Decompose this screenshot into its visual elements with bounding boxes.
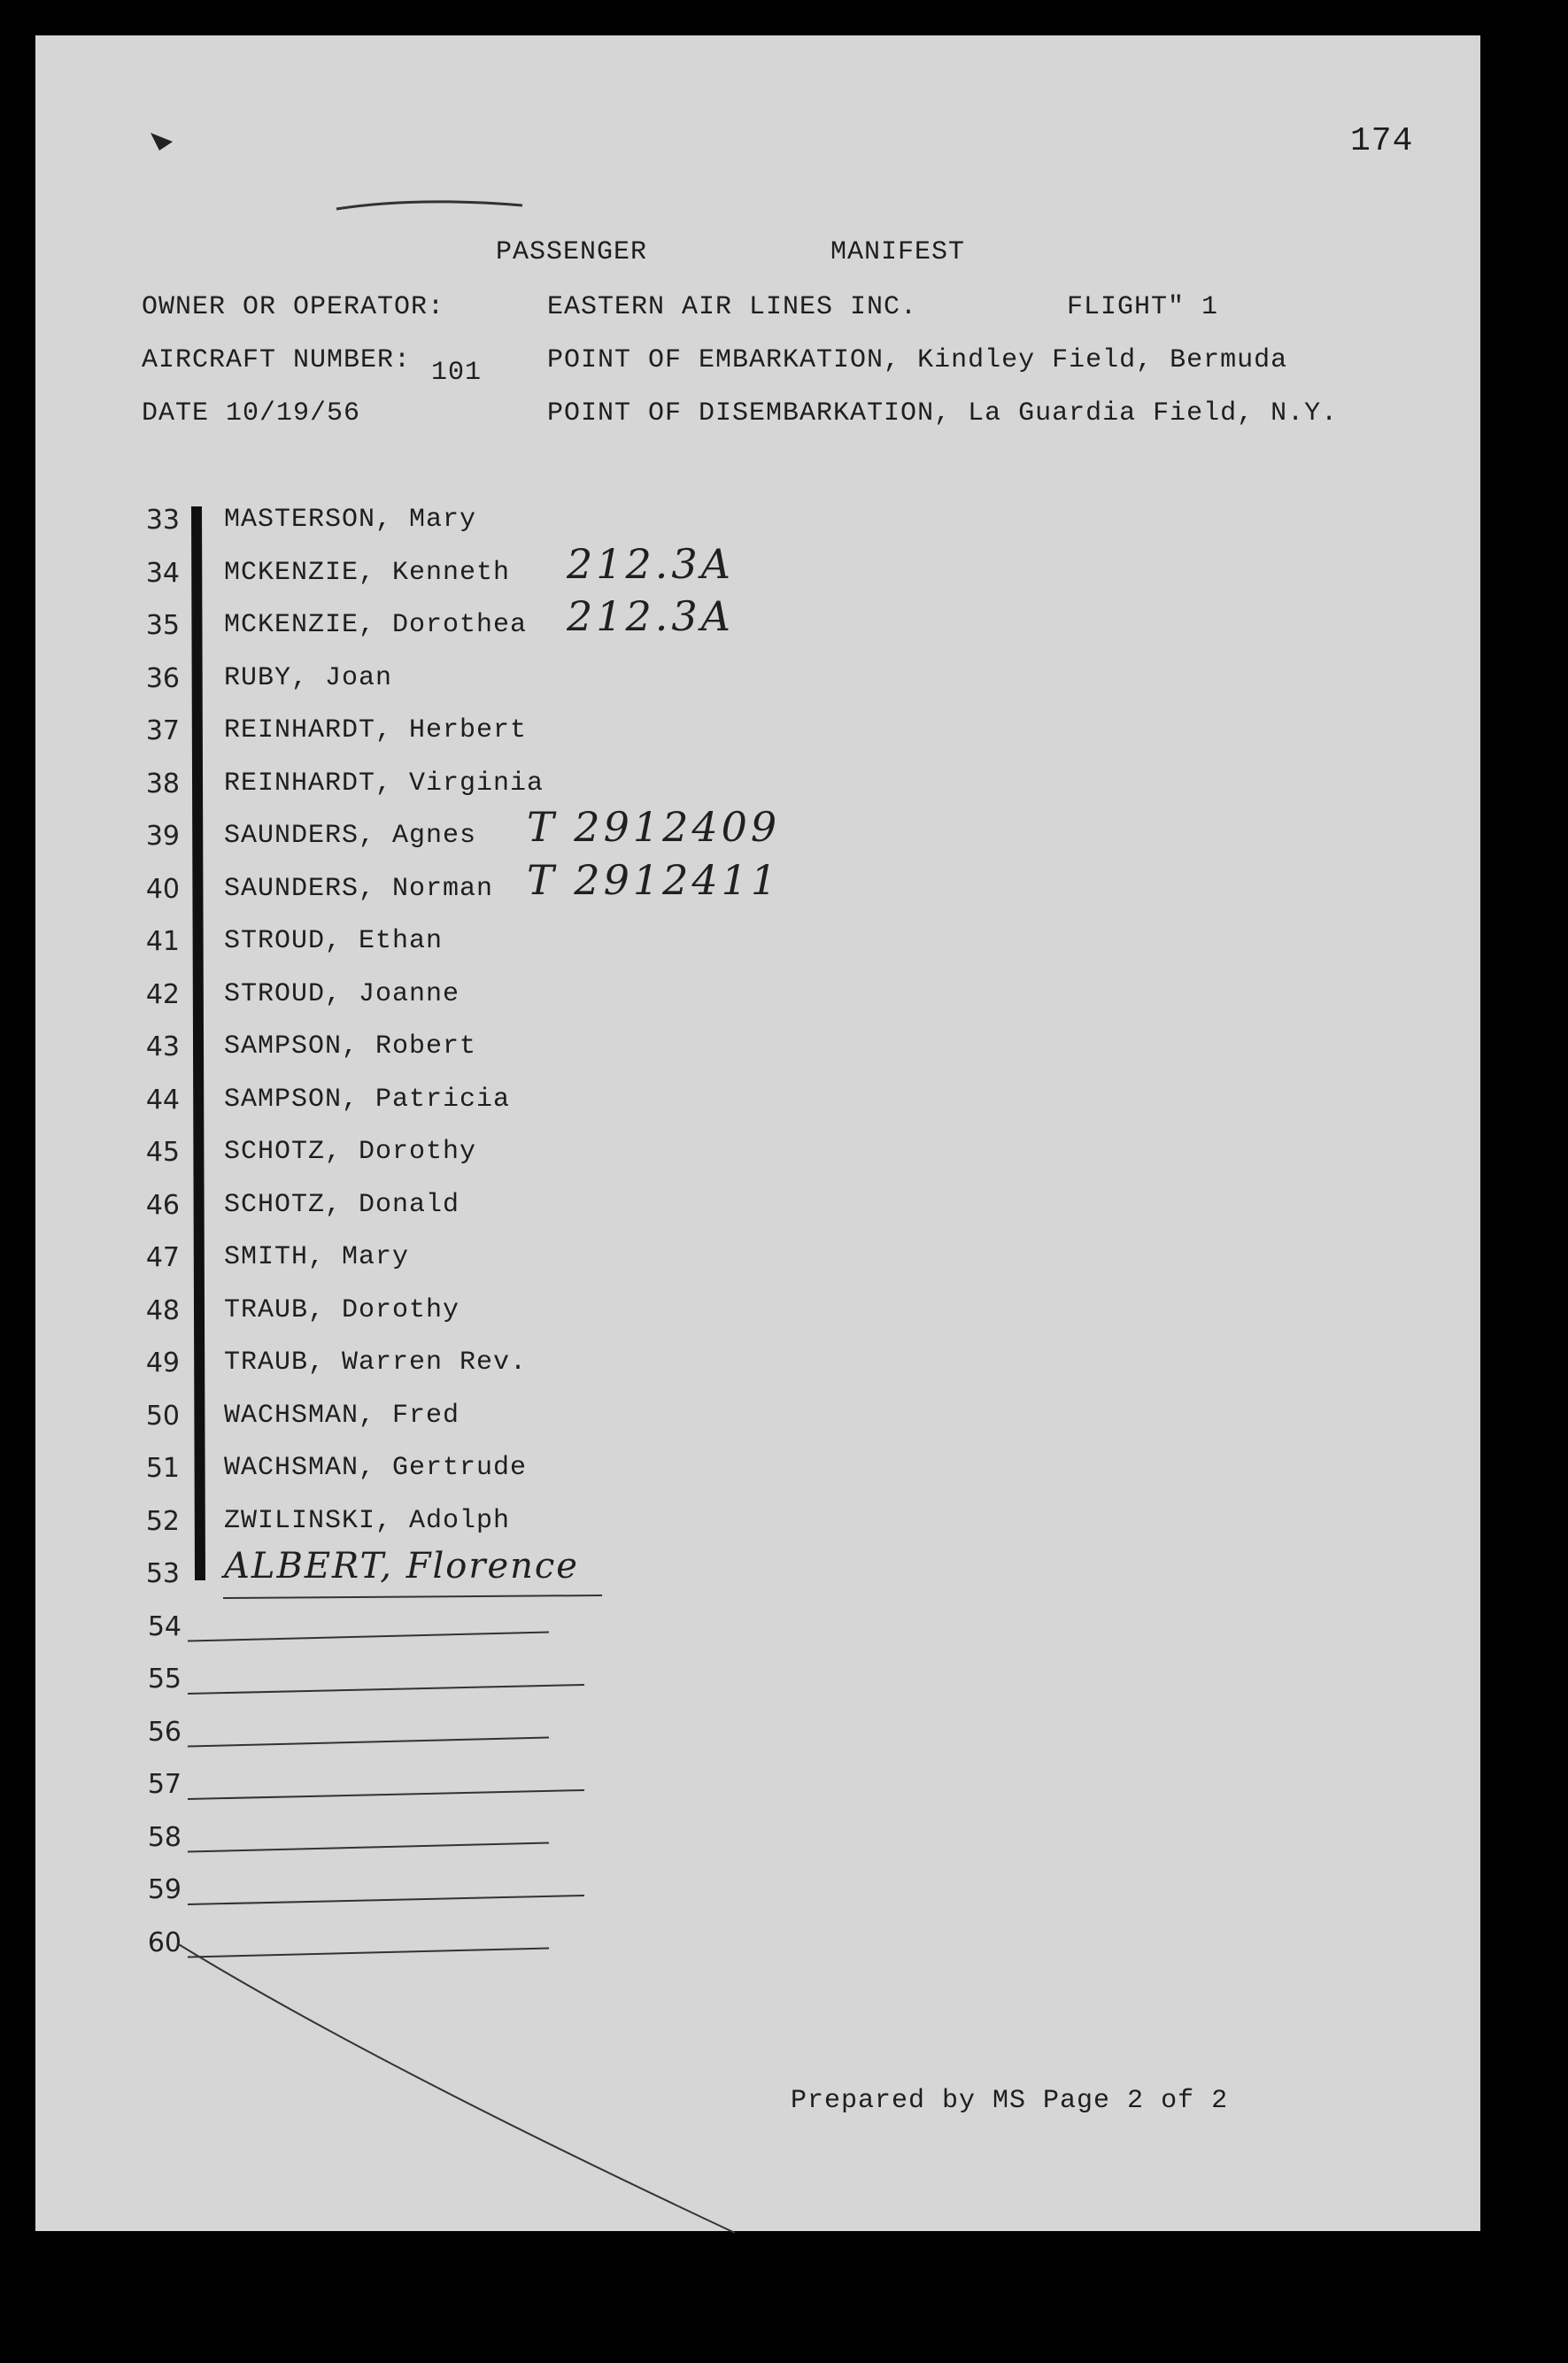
passenger-name: SAUNDERS, Norman: [224, 873, 494, 904]
flight-date: DATE 10/19/56: [142, 398, 361, 429]
blank-row-line: [188, 1949, 549, 1958]
passenger-name: REINHARDT, Herbert: [224, 715, 528, 745]
passenger-name: TRAUB, Dorothy: [224, 1294, 460, 1325]
owner-label: OWNER OR OPERATOR:: [142, 292, 445, 322]
corner-smudge: [151, 133, 173, 151]
row-number: 51: [145, 1453, 180, 1484]
passenger-name: SAMPSON, Patricia: [224, 1084, 511, 1115]
row-number: 40: [145, 873, 180, 905]
row-number: 33: [145, 505, 180, 536]
blank-row-line: [188, 1843, 549, 1852]
passenger-name: MASTERSON, Mary: [224, 505, 477, 535]
row-number: 60: [147, 1927, 182, 1958]
owner-value: EASTERN AIR LINES INC.: [547, 292, 918, 322]
passenger-name: STROUD, Joanne: [224, 978, 460, 1009]
passenger-name: MCKENZIE, Dorothea: [224, 610, 528, 640]
row-number: 44: [145, 1084, 180, 1116]
bracket-bar: [197, 506, 200, 1580]
cancel-diagonal: [177, 1943, 735, 2233]
passenger-name: SAUNDERS, Agnes: [224, 821, 477, 851]
row-number: 58: [147, 1821, 182, 1853]
blank-row-line: [188, 1738, 549, 1747]
passenger-name: ZWILINSKI, Adolph: [224, 1505, 511, 1536]
row-number: 57: [147, 1769, 182, 1800]
row-number: 54: [147, 1610, 182, 1642]
blank-row-line: [188, 1685, 584, 1694]
passenger-name: ALBERT, Florence: [224, 1546, 579, 1587]
row-number: 55: [147, 1664, 182, 1695]
row-number: 39: [145, 821, 180, 852]
blank-row-line: [188, 1896, 584, 1904]
row-number: 47: [145, 1242, 180, 1273]
passenger-name: REINHARDT, Virginia: [224, 768, 545, 799]
row-number: 50: [145, 1400, 180, 1432]
aircraft-value: 101: [431, 358, 483, 388]
passenger-name: WACHSMAN, Gertrude: [224, 1453, 528, 1483]
handwritten-note: T 2912409: [527, 803, 781, 851]
row-number: 41: [145, 926, 180, 957]
footer-prepared-by: Prepared by MS Page 2 of 2: [791, 2086, 1229, 2116]
passenger-name: MCKENZIE, Kenneth: [224, 557, 511, 588]
row-number: 36: [145, 662, 180, 694]
passenger-name: RUBY, Joan: [224, 662, 393, 693]
row-number: 53: [145, 1558, 180, 1589]
row-number: 42: [145, 978, 180, 1010]
flight-number: FLIGHT" 1: [1067, 292, 1219, 322]
disembarkation: POINT OF DISEMBARKATION, La Guardia Field, N.Y.: [547, 398, 1339, 429]
passenger-name: WACHSMAN, Fred: [224, 1400, 460, 1431]
title-passenger: PASSENGER: [496, 237, 648, 267]
row-number: 45: [145, 1137, 180, 1168]
title-manifest: MANIFEST: [830, 237, 966, 267]
aircraft-label: AIRCRAFT NUMBER:: [142, 345, 412, 375]
blank-row-line: [188, 1790, 584, 1799]
embarkation: POINT OF EMBARKATION, Kindley Field, Bermuda: [547, 345, 1288, 375]
top-ink-mark: [336, 202, 522, 209]
row-number: 46: [145, 1189, 180, 1221]
row-number: 52: [145, 1505, 180, 1537]
row-number: 37: [145, 715, 180, 746]
row-number: 43: [145, 1031, 180, 1062]
row-number: 34: [145, 557, 180, 589]
passenger-name: SCHOTZ, Dorothy: [224, 1137, 477, 1167]
handwritten-note: 212.3A: [567, 592, 734, 640]
handwritten-note: 212.3A: [567, 539, 734, 588]
row-number: 48: [145, 1294, 180, 1326]
passenger-name: STROUD, Ethan: [224, 926, 444, 956]
passenger-name: SAMPSON, Robert: [224, 1031, 477, 1062]
handwritten-note: T 2912411: [527, 855, 781, 904]
row-number: 49: [145, 1348, 180, 1378]
row-number: 56: [147, 1716, 182, 1748]
passenger-name: SMITH, Mary: [224, 1242, 410, 1272]
row-number: 38: [145, 768, 180, 799]
blank-row-line: [188, 1633, 549, 1641]
row-number: 59: [147, 1874, 182, 1905]
page-number: 174: [1350, 122, 1414, 160]
row-number: 35: [145, 610, 180, 641]
underline-53: [223, 1595, 602, 1598]
passenger-name: TRAUB, Warren Rev.: [224, 1348, 528, 1378]
passenger-name: SCHOTZ, Donald: [224, 1189, 460, 1220]
